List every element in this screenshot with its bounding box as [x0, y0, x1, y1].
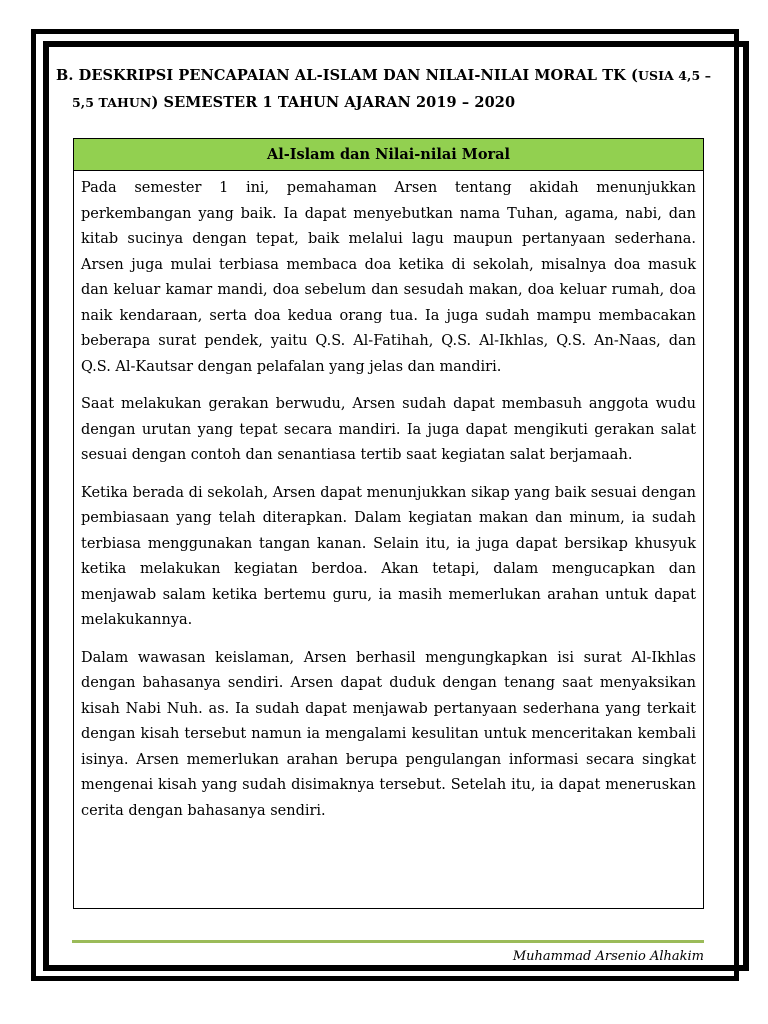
paragraph-ibadah: Saat melakukan gerakan berwudu, Arsen sudah dapat membasuh anggota wudu dengan urutan yang tepat secara mandiri. Ia juga dapat mengikuti gerakan salat sesuai dengan contoh dan senantiasa tertib saat kegiatan salat berjamaah. — [81, 396, 696, 463]
footer-divider — [72, 940, 704, 943]
heading-age-range-start: USIA 4,5 – — [637, 68, 712, 83]
paragraph-akidah: Pada semester 1 ini, pemahaman Arsen tentang akidah menunjukkan perkembangan yang baik. Ia dapat menyebutkan nama Tuhan, agama, nabi, dan kitab sucinya dengan tepat, baik melalui lagu maupun pertanyaan sederhana. Arsen juga mulai terbiasa membaca doa ketika di sekolah, misalnya doa masuk dan keluar kamar mandi, doa sebelum dan sesudah makan, doa keluar rumah, doa naik kendaraan, serta doa kedua orang tua. Ia juga sudah mampu membacakan beberapa surat pendek, yaitu Q.S. Al-Fatihah, Q.S. Al-Ikhlas, Q.S. An-Naas, dan Q.S. Al-Kautsar dengan pelafalan yang jelas dan mandiri. — [81, 180, 696, 375]
table-body — [74, 171, 703, 824]
heading-line2 — [56, 89, 756, 116]
table-header: Al-Islam dan Nilai-nilai Moral — [74, 139, 703, 171]
paragraph-akhlak: Ketika berada di sekolah, Arsen dapat menunjukkan sikap yang baik sesuai dengan pembiasaan yang telah diterapkan. Dalam kegiatan makan dan minum, ia sudah terbiasa menggunakan tangan kanan. Selain itu, ia juga dapat bersikap khusyuk ketika melakukan kegiatan berdoa. Akan tetapi, dalam mengucapkan dan menjawab salam ketika bertemu guru, ia masih memerlukan arahan untuk dapat melakukannya. — [81, 484, 696, 628]
description-table — [73, 138, 704, 909]
heading-line1-text: B. DESKRIPSI PENCAPAIAN AL-ISLAM DAN NILAI-NILAI MORAL TK ( — [56, 67, 638, 84]
heading-semester-text: ) SEMESTER 1 TAHUN AJARAN 2019 – 2020 — [151, 94, 516, 111]
footer-student-name: Muhammad Arsenio Alhakim — [512, 949, 704, 964]
paragraph-wawasan: Dalam wawasan keislaman, Arsen berhasil mengungkapkan isi surat Al-Ikhlas dengan bahasanya sendiri. Arsen dapat duduk dengan tenang saat menyaksikan kisah Nabi Nuh. as. Ia sudah dapat menjawab pertanyaan sederhana yang terkait dengan kisah tersebut namun ia mengalami kesulitan untuk menceritakan kembali isinya. Arsen memerlukan arahan berupa pengulangan informasi secara singkat mengenai kisah yang sudah disimaknya tersebut. Setelah itu, ia dapat meneruskan cerita dengan bahasanya sendiri. — [81, 649, 696, 819]
section-heading — [56, 62, 756, 116]
heading-age-range-end: 5,5 TAHUN — [72, 95, 152, 110]
